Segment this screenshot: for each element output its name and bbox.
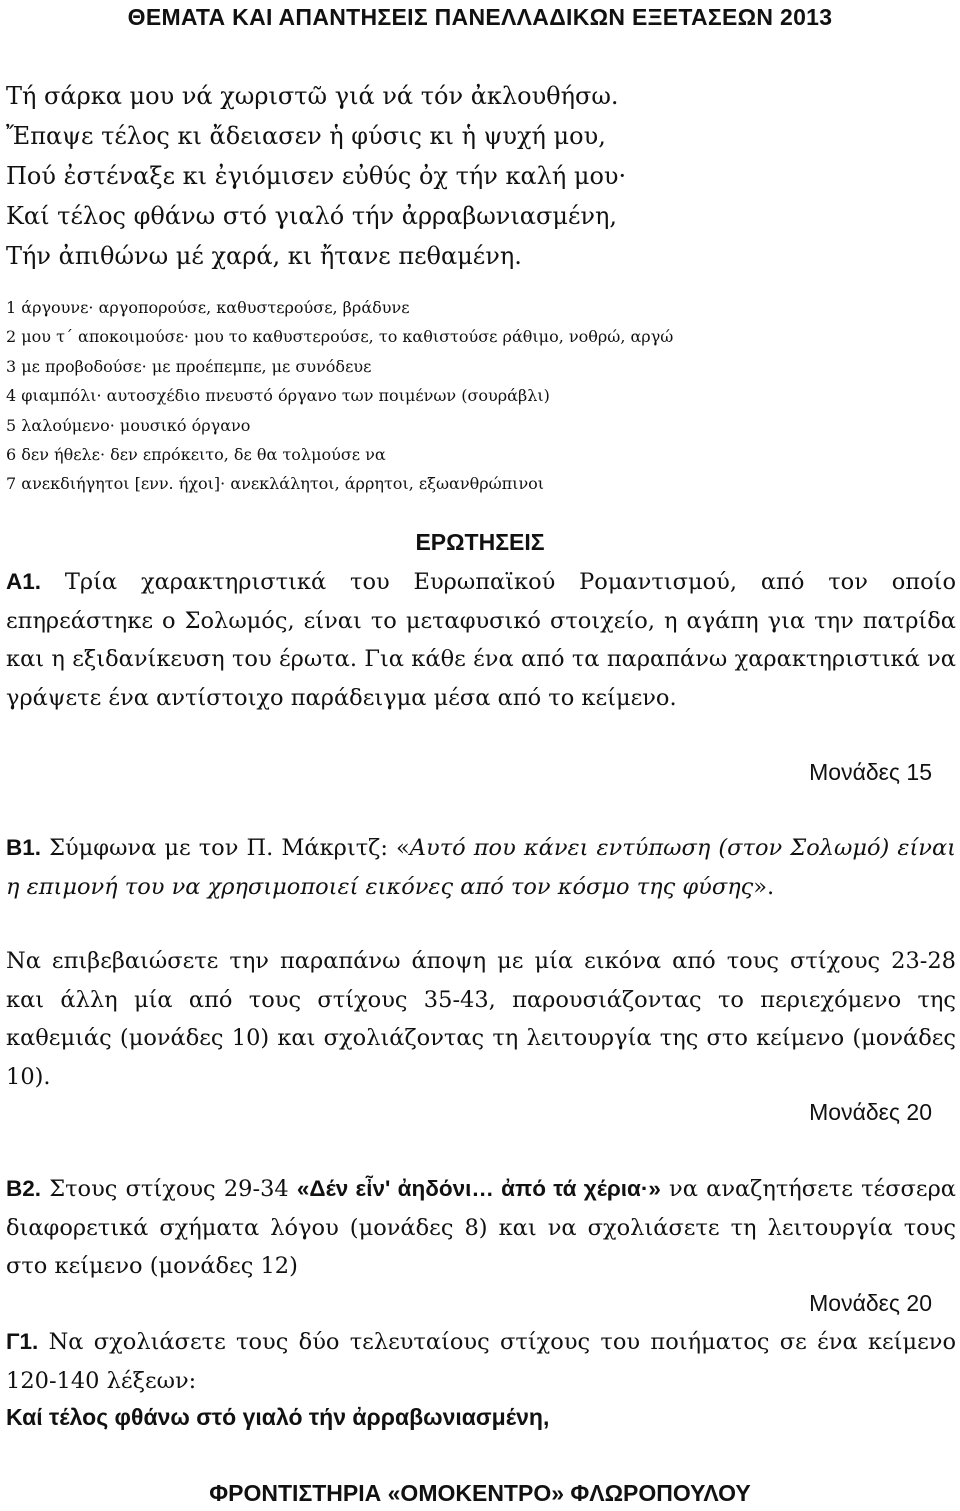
questions-heading: ΕΡΩΤΗΣΕΙΣ (415, 529, 545, 555)
glossary-notes (6, 293, 673, 499)
units-b1: Μονάδες 20 (809, 1099, 932, 1125)
question-b1-task: Να επιβεβαιώσετε την παραπάνω άποψη με μία εικόνα από τους στίχους 23-28 και άλλη μία από τους στίχους 35-43, παρουσιάζοντας το περιεχόμενο της καθεμιάς (μονάδες 10) και σχολιάζοντας τη λειτουργία της στο κείμενο (μονάδες 10). (6, 948, 956, 1090)
poem-line: Τήν ἀπιθώνω μέ χαρά, κι ἤτανε πεθαμένη. (6, 242, 522, 270)
page-header: ΘΕΜΑΤΑ ΚΑΙ ΑΠΑΝΤΗΣΕΙΣ ΠΑΝΕΛΛΑΔΙΚΩΝ ΕΞΕΤΑΣΕΩΝ 2013 (127, 4, 833, 30)
question-b2 (6, 1170, 956, 1286)
question-a1 (6, 563, 956, 717)
poem-line: Πού ἐστέναξε κι ἐγιόμισεν εὐθύς ὀχ τήν καλή μου· (6, 162, 627, 190)
units-a1: Μονάδες 15 (809, 759, 932, 785)
question-text: Τρία χαρακτηριστικά του Ευρωπαϊκού Ρομαντισμού, από τον οποίο επηρεάστηκε ο Σολωμός, είναι το μεταφυσικό στοιχείο, η αγάπη για την πατρίδα και η εξιδανίκευση του έρωτα. Για κάθε ένα από τα παραπάνω χαρακτηριστικά να γράψετε ένα αντίστοιχο παράδειγμα μέσα από το κείμενο. (6, 569, 956, 711)
quoted-verses: «Δέν εἶν' ἀηδόνι… ἀπό τά χέρια·» (296, 1176, 661, 1201)
question-text: να αναζητήσετε τέσσερα διαφορετικά σχήματα λόγου (μονάδες 8) και να σχολιάσετε τη λειτουργία τους στο κείμενο (μονάδες 12) (6, 1176, 956, 1279)
quote-text: Αυτό που κάνει εντύπωση (στον Σολωμό) είναι η επιμονή του να χρησιμοποιεί εικόνες από τον κόσμο της φύσης (6, 835, 956, 900)
question-g1 (6, 1323, 956, 1400)
poem-line: Τή σάρκα μου νά χωριστῶ γιά νά τόν ἀκλουθήσω. (6, 82, 619, 110)
note-item: 6 δεν ήθελε· δεν επρόκειτο, δε θα τολμούσε να (6, 445, 386, 465)
question-label: Γ1. (6, 1329, 39, 1354)
question-intro: Στους στίχους 29-34 (41, 1176, 297, 1202)
note-item: 3 με προβοδούσε· με προέπεμπε, με συνόδευε (6, 356, 372, 376)
question-label: Β2. (6, 1176, 42, 1201)
note-item: 2 μου τ΄ αποκοιμούσε· μου το καθυστερούσε, το καθιστούσε ράθιμο, νοθρώ, αργώ (6, 327, 674, 347)
question-label: Α1. (6, 569, 42, 594)
poem-excerpt (6, 76, 626, 276)
note-item: 1 άργουνε· αργοπορούσε, καθυστερούσε, βράδυνε (6, 298, 410, 317)
question-text: Να σχολιάσετε τους δύο τελευταίους στίχους του ποιήματος σε ένα κείμενο 120-140 λέξεων: (6, 1329, 956, 1394)
units-b2: Μονάδες 20 (809, 1290, 932, 1316)
note-item: 5 λαλούμενο· μουσικό όργανο (6, 415, 251, 435)
question-label: Β1. (6, 835, 42, 860)
page-footer: ΦΡΟΝΤΙΣΤΗΡΙΑ «ΟΜΟΚΕΝΤΡΟ» ΦΛΩΡΟΠΟΥΛΟΥ (209, 1480, 751, 1506)
question-b1 (6, 829, 956, 906)
note-item: 4 φιαμπόλι· αυτοσχέδιο πνευστό όργανο των ποιμένων (σουράβλι) (6, 386, 550, 406)
poem-line: Ἔπαψε τέλος κι ἄδειασεν ἡ φύσις κι ἡ ψυχή μου, (6, 122, 606, 150)
quoted-verse: Καί τέλος φθάνω στό γιαλό τήν ἀρραβωνιασμένη, (6, 1404, 550, 1430)
note-item: 7 ανεκδιήγητοι [ενν. ήχοι]· ανεκλάλητοι, άρρητοι, εξωανθρώπινοι (6, 474, 545, 494)
poem-line: Καί τέλος φθάνω στό γιαλό τήν ἀρραβωνιασμένη, (6, 202, 618, 230)
question-intro: Σύμφωνα με τον Π. Μάκριτζ: « (41, 835, 410, 861)
quote-close: ». (753, 873, 775, 900)
